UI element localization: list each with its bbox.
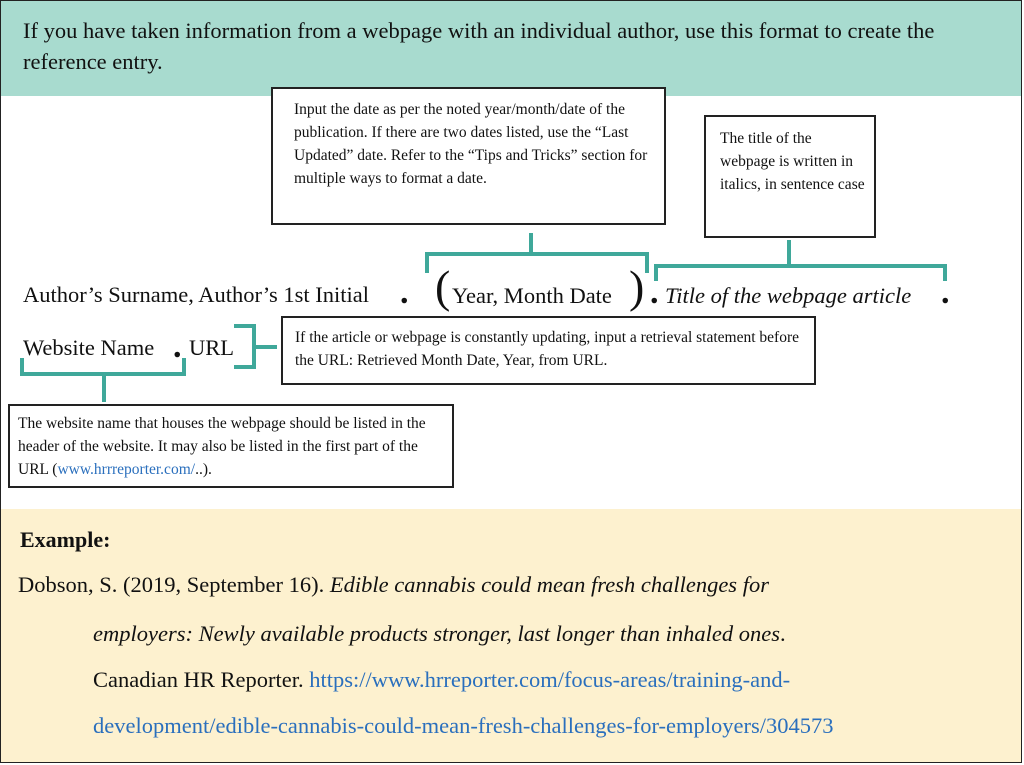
example-title-part-1: Edible cannabis could mean fresh challenges for — [329, 572, 769, 597]
title-note-text: The title of the webpage is written in italics, in sentence case — [720, 130, 865, 193]
website-note-text-end: ..). — [195, 461, 212, 478]
format-open-paren: ( — [435, 261, 451, 312]
example-line-2 — [93, 621, 786, 647]
website-note-text: The website name that houses the webpage should be listed in the header of the website. It may also be listed in the first part of the URL ( — [18, 415, 426, 478]
date-bracket — [427, 233, 647, 273]
example-website-name: Canadian HR Reporter. — [93, 667, 310, 692]
date-note-text: Input the date as per the noted year/month/date of the publication. If there are two dates listed, use the “Last Updated” date. Refer to the “Tips and Tricks” section for multiple ways to format a date. — [294, 101, 648, 187]
example-title-part-2: employers: Newly available products stronger, last longer than inhaled ones — [93, 621, 781, 646]
format-dot-4: . — [173, 328, 182, 365]
website-note-link[interactable]: www.hrrreporter.com/ — [57, 461, 196, 478]
example-url-part-2[interactable]: development/edible-cannabis-could-mean-fresh-challenges-for-employers/304573 — [93, 713, 834, 738]
example-line-3 — [93, 667, 790, 693]
example-author-date: Dobson, S. (2019, September 16). — [18, 572, 330, 597]
format-close-paren: ) — [629, 261, 645, 312]
example-url-part-1[interactable]: https://www.hrreporter.com/focus-areas/training-and- — [309, 667, 791, 692]
example-title-period: . — [780, 621, 786, 646]
example-label: Example: — [20, 527, 111, 552]
website-bracket — [22, 358, 184, 402]
format-author: Author’s Surname, Author’s 1st Initial — [23, 282, 370, 307]
format-dot-1: . — [400, 274, 409, 311]
url-bracket — [234, 326, 277, 367]
format-dot-3: . — [941, 274, 950, 311]
format-website-name: Website Name — [23, 335, 155, 360]
title-bracket — [656, 240, 945, 281]
header-text: If you have taken information from a webpage with an individual author, use this format to create the reference entry. — [23, 18, 935, 74]
format-date: Year, Month Date — [452, 283, 612, 308]
format-url: URL — [189, 335, 234, 360]
format-dot-2: . — [650, 274, 659, 311]
example-line-1 — [18, 572, 769, 598]
retrieval-note-text: If the article or webpage is constantly updating, input a retrieval statement before the URL: Retrieved Month Date, Year, from URL. — [295, 329, 799, 369]
format-title: Title of the webpage article — [665, 283, 912, 308]
